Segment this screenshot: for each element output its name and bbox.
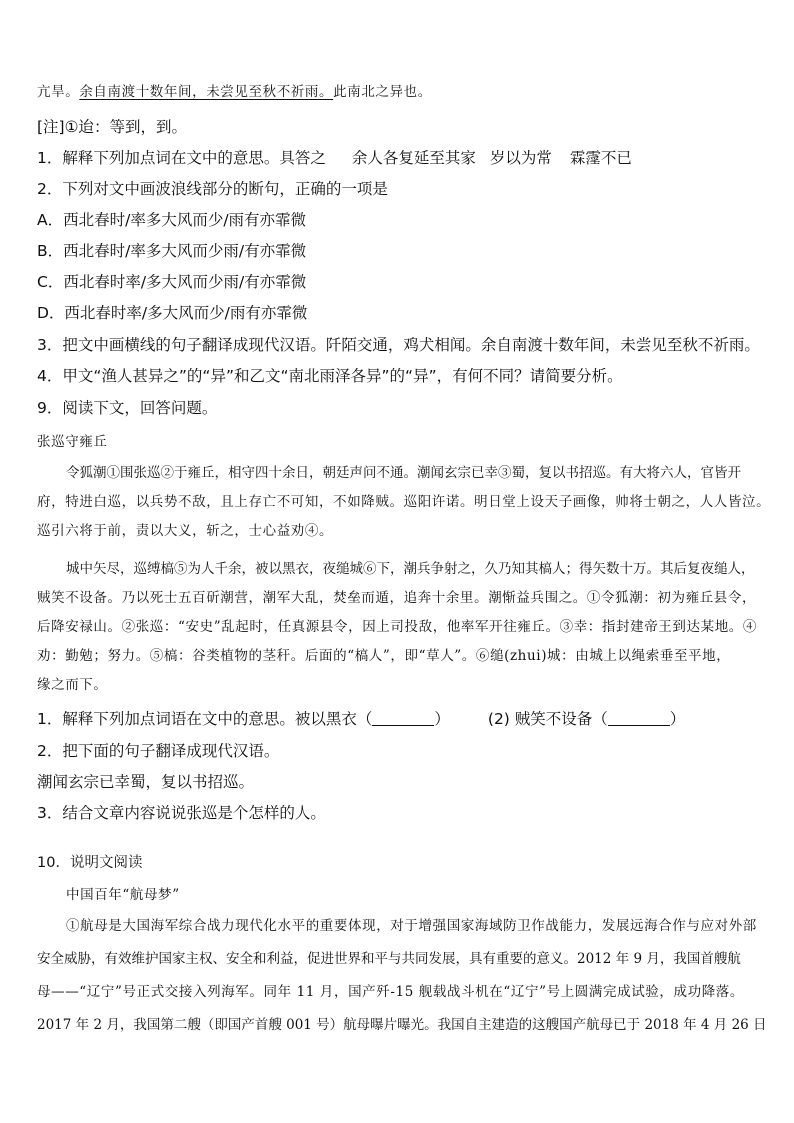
section-9-question-3: 3．结合文章内容说说张巡是个怎样的人。 <box>37 804 326 822</box>
section-10-heading: 10．说明文阅读 <box>37 855 143 871</box>
question-1-item: 岁以为常 <box>489 149 552 167</box>
section-10-title: 中国百年“航母梦” <box>66 887 180 903</box>
section-9-line: 劝：勤勉；努力。⑤槁：谷类植物的茎秆。后面的“槁人”，即“草人”。⑥缒(zhui)城：由城上以绳索垂至平地， <box>37 648 731 664</box>
section-10-line: 母——“辽宁”号正式交接入列海军。同年 11 月，国产歼-15 舰载战斗机在“辽宁”号上圆满完成试验，成功降落。 <box>37 984 744 1000</box>
underlined-sentence: 余自南渡十数年间，未尝见至秋不祈雨。 <box>79 84 334 100</box>
option-a: A．西北春时/率多大风而少/雨有亦霏微 <box>37 211 307 229</box>
option-c: C．西北春时率/多大风而少雨/有亦霏微 <box>37 273 307 291</box>
question-3: 3．把文中画横线的句子翻译成现代汉语。阡陌交通，鸡犬相闻。余自南渡十数年间，未尝见至秋不祈雨。 <box>37 336 760 354</box>
section-9-heading: 9．阅读下文，回答问题。 <box>37 399 218 417</box>
passage-text-tail: 此南北之异也。 <box>333 84 432 100</box>
section-10-line: 安全威胁，有效维护国家主权、安全和利益，促进世界和平与共同发展，具有重要的意义。2012 年 9 月，我国首艘航 <box>37 951 741 967</box>
section-9-line: 令狐潮①围张巡②于雍丘，相守四十余日，朝廷声问不通。潮闻玄宗已幸③蜀，复以书招巡。有大将六人，官皆开 <box>66 465 741 481</box>
question-text: 1．解释下列加点词语在文中的意思。被以黑衣（ <box>37 710 373 728</box>
passage-line-top <box>37 80 432 100</box>
option-d: D．西北春时率/多大风而少/雨有亦霏微 <box>37 304 308 322</box>
section-9-line: 府，特进白巡，以兵势不敌，且上存亡不可知，不如降贼。巡阳许诺。明日堂上设天子画像，帅将士朝之，人人皆泣。 <box>37 494 771 510</box>
bracket-close: ） <box>669 710 686 728</box>
section-10-line: 2017 年 2 月，我国第二艘（即国产首艘 001 号）航母曝片曝光。我国自主建造的这艘国产航母已于 2018 年 4 月 26 日 <box>37 1017 767 1033</box>
note-line: [注]①迨：等到，到。 <box>37 118 187 136</box>
section-9-line: 后降安禄山。②张巡：“安史”乱起时，任真源县令，因上司投敌，他率军开往雍丘。③幸：指封建帝王到达某地。④ <box>37 619 758 635</box>
section-9-question-1 <box>37 707 685 729</box>
section-9-question-2-sentence: 潮闻玄宗已幸蜀，复以书招巡。 <box>37 773 255 791</box>
bracket-close: ） <box>434 710 450 728</box>
answer-blank[interactable] <box>608 711 670 726</box>
question-2: 2．下列对文中画波浪线部分的断句，正确的一项是 <box>37 180 388 198</box>
question-4: 4．甲文“渔人甚异之”的“异”和乙文“南北雨泽各异”的“异”，有何不同？请简要分析。 <box>37 367 623 385</box>
question-1-item: 余人各复延至其家 <box>351 149 476 167</box>
section-9-title: 张巡守雍丘 <box>37 434 108 450</box>
section-9-line: 巡引六将于前，责以大义，斩之，士心益劝④。 <box>37 523 334 539</box>
section-9-line: 缘之而下。 <box>37 677 108 693</box>
answer-blank[interactable] <box>372 711 434 726</box>
section-9-line: 贼笑不设备。乃以死士五百斫潮营，潮军大乱，焚垒而遁，追奔十余里。潮惭益兵围之。①令狐潮：初为雍丘县令， <box>37 590 757 606</box>
option-b: B．西北春时/率多大风而少雨/有亦霏微 <box>37 242 307 260</box>
passage-text: 亢旱。 <box>37 84 80 100</box>
question-1 <box>37 146 632 168</box>
section-9-question-2: 2．把下面的句子翻译成现代汉语。 <box>37 742 280 760</box>
section-9-line: 城中矢尽，巡缚槁⑤为人千余，被以黑衣，夜缒城⑥下，潮兵争射之，久乃知其槁人；得矢数十万。其后复夜缒人， <box>66 561 755 577</box>
question-1-prefix: 1．解释下列加点词在文中的意思。具答之 <box>37 149 326 167</box>
question-text: (2) 贼笑不设备（ <box>487 710 608 728</box>
question-1-item: 霖霪不已 <box>569 149 632 167</box>
section-10-line: ①航母是大国海军综合战力现代化水平的重要体现，对于增强国家海域防卫作战能力，发展远海合作与应对外部 <box>66 918 757 934</box>
